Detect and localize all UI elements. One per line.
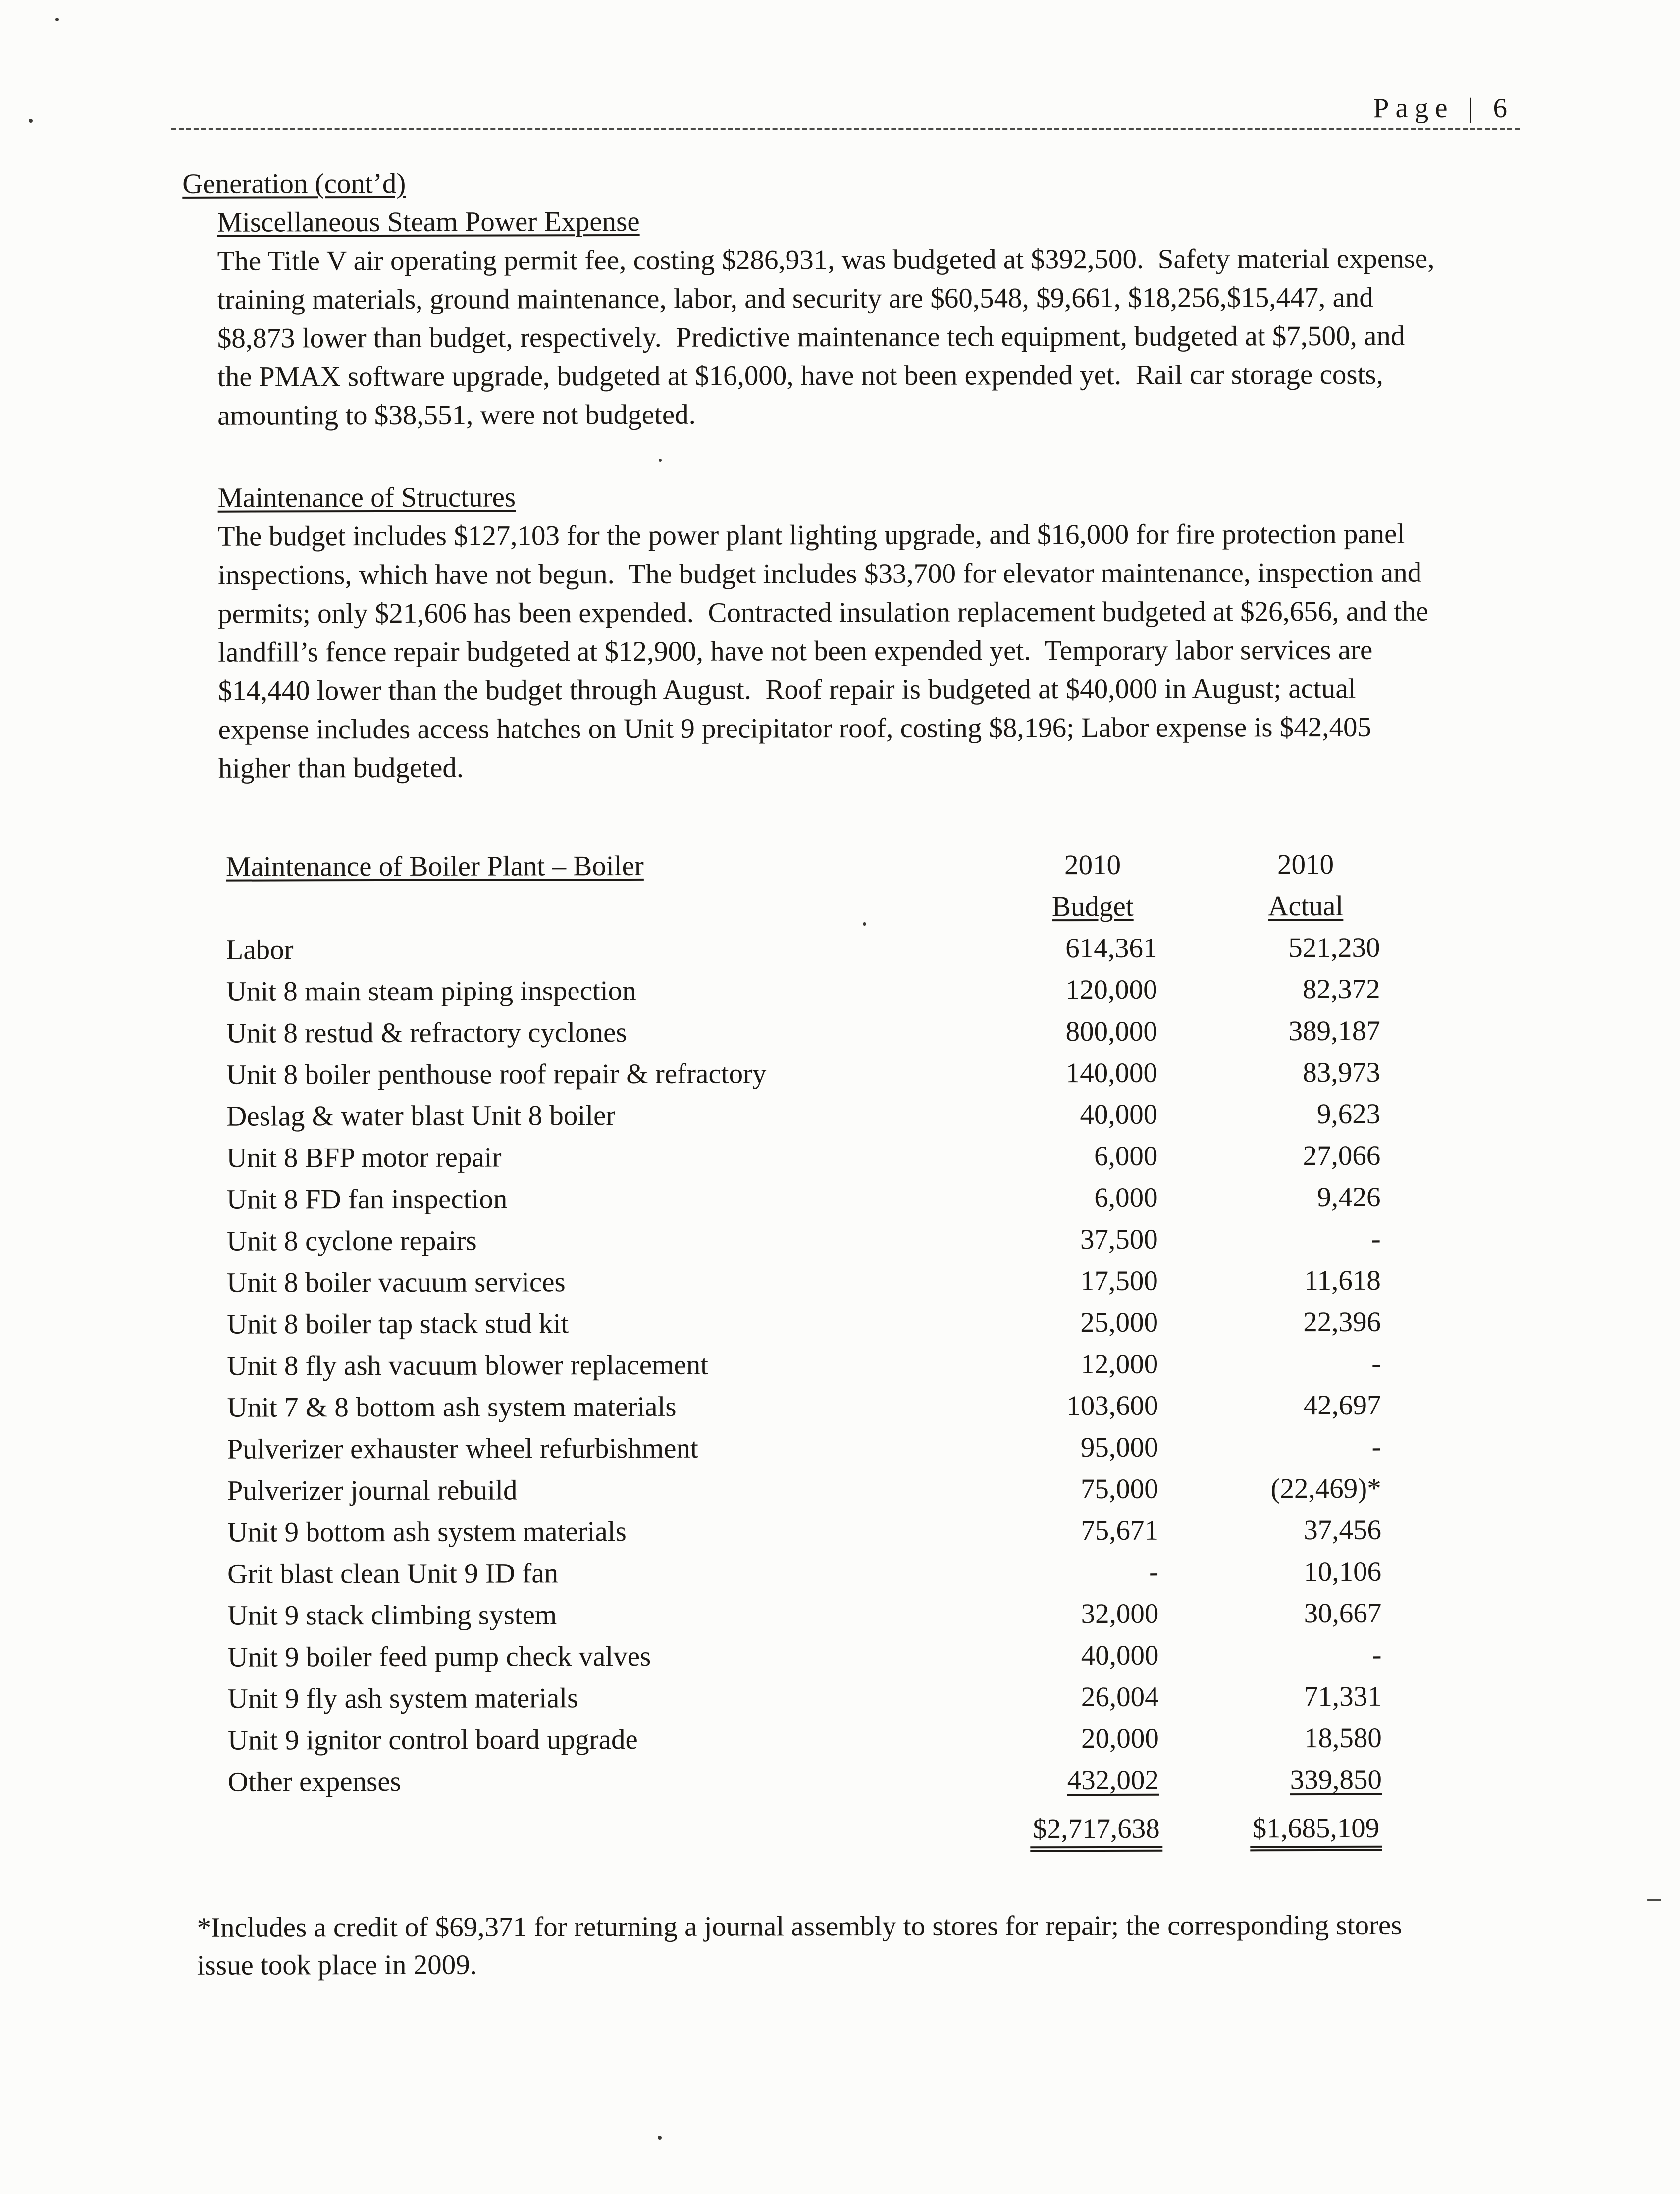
row-label: Unit 8 fly ash vacuum blower replacement bbox=[227, 1349, 709, 1382]
row-budget: 20,000 bbox=[1081, 1723, 1159, 1755]
row-actual: - bbox=[1371, 1431, 1381, 1463]
table-row bbox=[226, 1135, 1380, 1179]
row-budget: 140,000 bbox=[1065, 1057, 1158, 1089]
row-actual: 27,066 bbox=[1303, 1140, 1381, 1172]
row-label: Grit blast clean Unit 9 ID fan bbox=[227, 1558, 559, 1590]
row-budget: 32,000 bbox=[1081, 1598, 1159, 1630]
row-budget: 75,000 bbox=[1080, 1473, 1158, 1505]
table-row bbox=[226, 1010, 1380, 1054]
row-actual: 71,331 bbox=[1304, 1680, 1382, 1713]
table-row bbox=[226, 969, 1380, 1013]
row-budget: 6,000 bbox=[1094, 1140, 1158, 1172]
row-budget: 40,000 bbox=[1080, 1098, 1158, 1131]
row-actual: - bbox=[1371, 1223, 1381, 1254]
row-actual: 42,697 bbox=[1303, 1389, 1381, 1421]
table-heading-row bbox=[226, 844, 1380, 888]
scan-artifact-dash bbox=[1647, 1899, 1661, 1901]
row-label: Unit 8 BFP motor repair bbox=[226, 1142, 502, 1174]
row-label: Unit 8 boiler penthouse roof repair & refractory bbox=[226, 1058, 767, 1091]
row-budget: 432,002 bbox=[1067, 1764, 1159, 1796]
section-heading-generation: Generation (cont’d) bbox=[182, 167, 406, 200]
table-row bbox=[227, 1468, 1381, 1512]
scan-artifact-dot bbox=[55, 18, 59, 21]
table-row bbox=[228, 1759, 1382, 1803]
table-row bbox=[227, 1551, 1381, 1595]
row-budget: 6,000 bbox=[1094, 1182, 1158, 1214]
total-actual-value: $1,685,109 bbox=[1250, 1813, 1382, 1852]
empty-cell bbox=[228, 1807, 956, 1854]
total-budget-value: $2,717,638 bbox=[1030, 1814, 1162, 1852]
scan-artifact-dot bbox=[658, 2136, 662, 2140]
boiler-table bbox=[226, 844, 1382, 1854]
row-label: Unit 9 ignitor control board upgrade bbox=[227, 1724, 638, 1756]
row-budget: 26,004 bbox=[1081, 1681, 1159, 1713]
row-actual: 339,850 bbox=[1290, 1764, 1382, 1796]
budget-column-header: Budget bbox=[1051, 890, 1134, 923]
table-row bbox=[227, 1218, 1381, 1262]
row-actual: 18,580 bbox=[1304, 1722, 1382, 1754]
paragraph-structures: The budget includes $127,103 for the power plant lighting upgrade, and $16,000 for fire protection panel inspections, which have not begun. The budget includes $33,700 for elevator maintenance, inspection and permits; only $21,606 has been expended. Contracted insulation replacement budgeted at $26,656, and the landfill’s fence repair budgeted at $12,900, have not been expended yet. Temporary labor services are $14,440 lower than the budget through August. Roof repair is budgeted at $40,000 in August; actual expense includes access hatches on Unit 9 precipitator roof, costing $8,196; Labor expense is $42,405 higher than budgeted. bbox=[217, 518, 1436, 784]
row-actual: 22,396 bbox=[1303, 1306, 1381, 1338]
actual-column-header: Actual bbox=[1268, 890, 1344, 922]
row-label: Labor bbox=[226, 934, 294, 966]
row-actual: 11,618 bbox=[1304, 1264, 1381, 1297]
table-row bbox=[227, 1634, 1381, 1678]
row-actual: 389,187 bbox=[1288, 1015, 1380, 1047]
row-actual: 10,106 bbox=[1304, 1556, 1382, 1588]
row-label: Other expenses bbox=[227, 1766, 401, 1798]
row-label: Unit 9 stack climbing system bbox=[227, 1599, 557, 1631]
row-budget: 103,600 bbox=[1066, 1390, 1158, 1422]
row-actual: 83,973 bbox=[1303, 1056, 1381, 1089]
table-row bbox=[227, 1426, 1381, 1470]
row-budget: 95,000 bbox=[1080, 1431, 1158, 1463]
table-row bbox=[227, 1593, 1381, 1637]
row-label: Unit 8 restud & refractory cyclones bbox=[226, 1016, 627, 1049]
empty-cell bbox=[226, 887, 954, 930]
scan-artifact-dot bbox=[29, 119, 33, 123]
footnote: *Includes a credit of $69,371 for returning a journal assembly to stores for repair; the corresponding stores issue took place in 2009. bbox=[197, 1909, 1409, 1981]
table-heading: Maintenance of Boiler Plant – Boiler bbox=[226, 850, 644, 883]
table-row bbox=[226, 1052, 1380, 1096]
row-budget: 37,500 bbox=[1080, 1223, 1158, 1255]
table-row bbox=[227, 1510, 1381, 1554]
row-budget: 120,000 bbox=[1065, 974, 1157, 1006]
paragraph-misc-steam: The Title V air operating permit fee, costing $286,931, was budgeted at $392,500. Safety material expense, training materials, ground maintenance, labor, and security are $60,548, $9,661, $18,256,$15,447, and $8,873 lower than budget, respectively. Predictive maintenance tech equipment, budgeted at $7,500, and the PMAX software upgrade, budgeted at $16,000, have not been expended yet. Rail car storage costs, amounting to $38,551, were not budgeted. bbox=[217, 243, 1442, 431]
row-label: Unit 8 FD fan inspection bbox=[226, 1183, 508, 1215]
row-actual: 521,230 bbox=[1288, 932, 1380, 964]
table-row bbox=[227, 1302, 1381, 1346]
row-actual: 82,372 bbox=[1302, 973, 1380, 1005]
row-budget: 800,000 bbox=[1065, 1015, 1157, 1047]
table-row bbox=[227, 1343, 1381, 1387]
row-actual: - bbox=[1371, 1348, 1381, 1379]
row-actual: 9,623 bbox=[1316, 1098, 1381, 1130]
header-rule bbox=[171, 128, 1520, 130]
row-label: Deslag & water blast Unit 8 boiler bbox=[226, 1100, 616, 1132]
row-label: Unit 8 boiler vacuum services bbox=[226, 1266, 566, 1299]
row-label: Unit 8 boiler tap stack stud kit bbox=[226, 1308, 569, 1340]
table-row bbox=[226, 1094, 1380, 1138]
row-label: Pulverizer journal rebuild bbox=[227, 1474, 518, 1507]
table-row bbox=[228, 1718, 1382, 1762]
scan-artifact-dot bbox=[659, 459, 662, 462]
subsection-heading-misc-steam: Miscellaneous Steam Power Expense bbox=[217, 206, 640, 238]
document-content bbox=[182, 162, 1533, 1985]
total-budget-cell bbox=[1030, 1806, 1159, 1852]
row-budget: 17,500 bbox=[1080, 1265, 1158, 1297]
table-row bbox=[228, 1676, 1382, 1720]
table-column-header-row bbox=[226, 886, 1380, 930]
budget-year-label: 2010 bbox=[1064, 849, 1121, 881]
row-actual: (22,469)* bbox=[1270, 1472, 1381, 1505]
row-label: Unit 7 & 8 bottom ash system materials bbox=[227, 1391, 677, 1423]
table-row bbox=[227, 1385, 1381, 1429]
row-label: Pulverizer exhauster wheel refurbishment bbox=[227, 1432, 698, 1465]
total-actual-cell bbox=[1233, 1806, 1382, 1852]
table-row bbox=[226, 1177, 1380, 1221]
row-budget: 614,361 bbox=[1065, 932, 1157, 964]
row-budget: 25,000 bbox=[1080, 1306, 1158, 1339]
row-budget: 40,000 bbox=[1081, 1639, 1159, 1672]
row-label: Unit 8 cyclone repairs bbox=[226, 1225, 477, 1257]
table-row bbox=[227, 1260, 1381, 1304]
row-budget: 75,671 bbox=[1081, 1515, 1159, 1547]
row-budget: - bbox=[1149, 1556, 1159, 1588]
page-number: Page | 6 bbox=[1373, 93, 1514, 124]
row-budget: 12,000 bbox=[1080, 1348, 1158, 1380]
table-row bbox=[226, 927, 1380, 971]
row-actual: 37,456 bbox=[1304, 1514, 1381, 1546]
row-label: Unit 9 bottom ash system materials bbox=[227, 1515, 627, 1548]
actual-year-label: 2010 bbox=[1277, 848, 1334, 881]
row-actual: 9,426 bbox=[1317, 1181, 1381, 1213]
row-label: Unit 8 main steam piping inspection bbox=[226, 975, 636, 1007]
table-total-row bbox=[228, 1806, 1382, 1854]
scan-artifact-dot bbox=[863, 922, 866, 926]
row-actual: - bbox=[1372, 1639, 1382, 1671]
boiler-table-rows bbox=[226, 927, 1382, 1803]
row-label: Unit 9 fly ash system materials bbox=[227, 1682, 578, 1715]
subsection-heading-structures: Maintenance of Structures bbox=[217, 481, 516, 514]
row-actual: 30,667 bbox=[1304, 1597, 1382, 1629]
row-label: Unit 9 boiler feed pump check valves bbox=[227, 1640, 651, 1673]
